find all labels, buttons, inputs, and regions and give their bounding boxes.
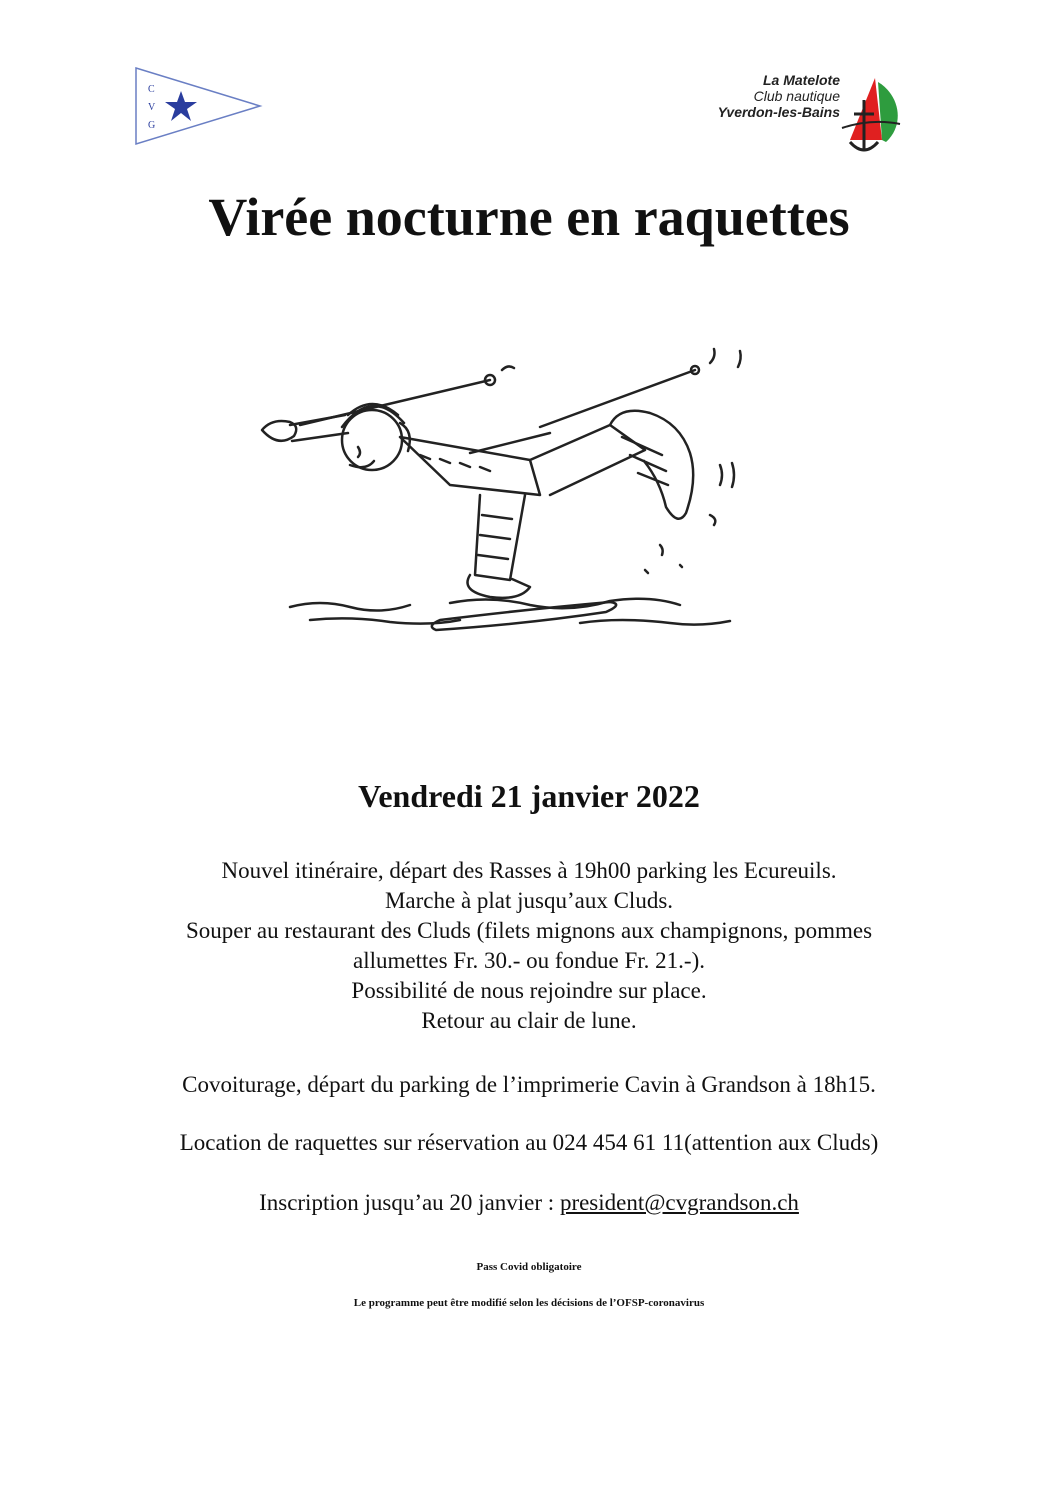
location-text: Location de raquettes sur réservation au 024 454 61 11(attention aux Cluds)	[179, 1130, 879, 1155]
covid-pass-note: Pass Covid obligatoire	[476, 1261, 582, 1273]
program-line: Nouvel itinéraire, départ des Rasses à 19h00 parking les Ecureuils.	[221, 858, 837, 883]
matelote-logo	[717, 70, 910, 160]
program-line: Possibilité de nous rejoindre sur place.	[351, 978, 707, 1003]
cvg-letter-v: V	[148, 102, 156, 113]
logo-club-subtitle: Club nautique	[753, 88, 840, 104]
cvg-letter-g: G	[148, 120, 156, 131]
disclaimer-note: Le programme peut être modifié selon les décisions de l’OFSP-coronavirus	[353, 1297, 705, 1309]
program-line: allumettes Fr. 30.- ou fondue Fr. 21.-).	[353, 948, 705, 973]
program-line: Souper au restaurant des Cluds (filets mignons aux champignons, pommes	[185, 918, 873, 943]
event-date: Vendredi 21 janvier 2022	[358, 778, 700, 814]
program-line: Retour au clair de lune.	[421, 1008, 637, 1033]
program-line: Marche à plat jusqu’aux Cluds.	[384, 888, 674, 913]
cvg-letter-c: C	[148, 84, 155, 95]
cvg-logo	[134, 66, 264, 146]
page-title: Virée nocturne en raquettes	[208, 187, 850, 247]
sail-anchor-icon	[820, 70, 910, 160]
email-link[interactable]: president@cvgrandson.ch	[559, 1190, 799, 1215]
inscription-text	[0, 1188, 1058, 1218]
program-text	[100, 856, 958, 1036]
inscription-label: Inscription jusqu’au 20 janvier :	[259, 1190, 560, 1215]
logo-club-city: Yverdon-les-Bains	[717, 104, 840, 120]
logo-club-name: La Matelote	[762, 72, 840, 88]
snowshoer-illustration	[250, 345, 770, 645]
covoiturage-text: Covoiturage, départ du parking de l’imprimerie Cavin à Grandson à 18h15.	[182, 1072, 876, 1097]
